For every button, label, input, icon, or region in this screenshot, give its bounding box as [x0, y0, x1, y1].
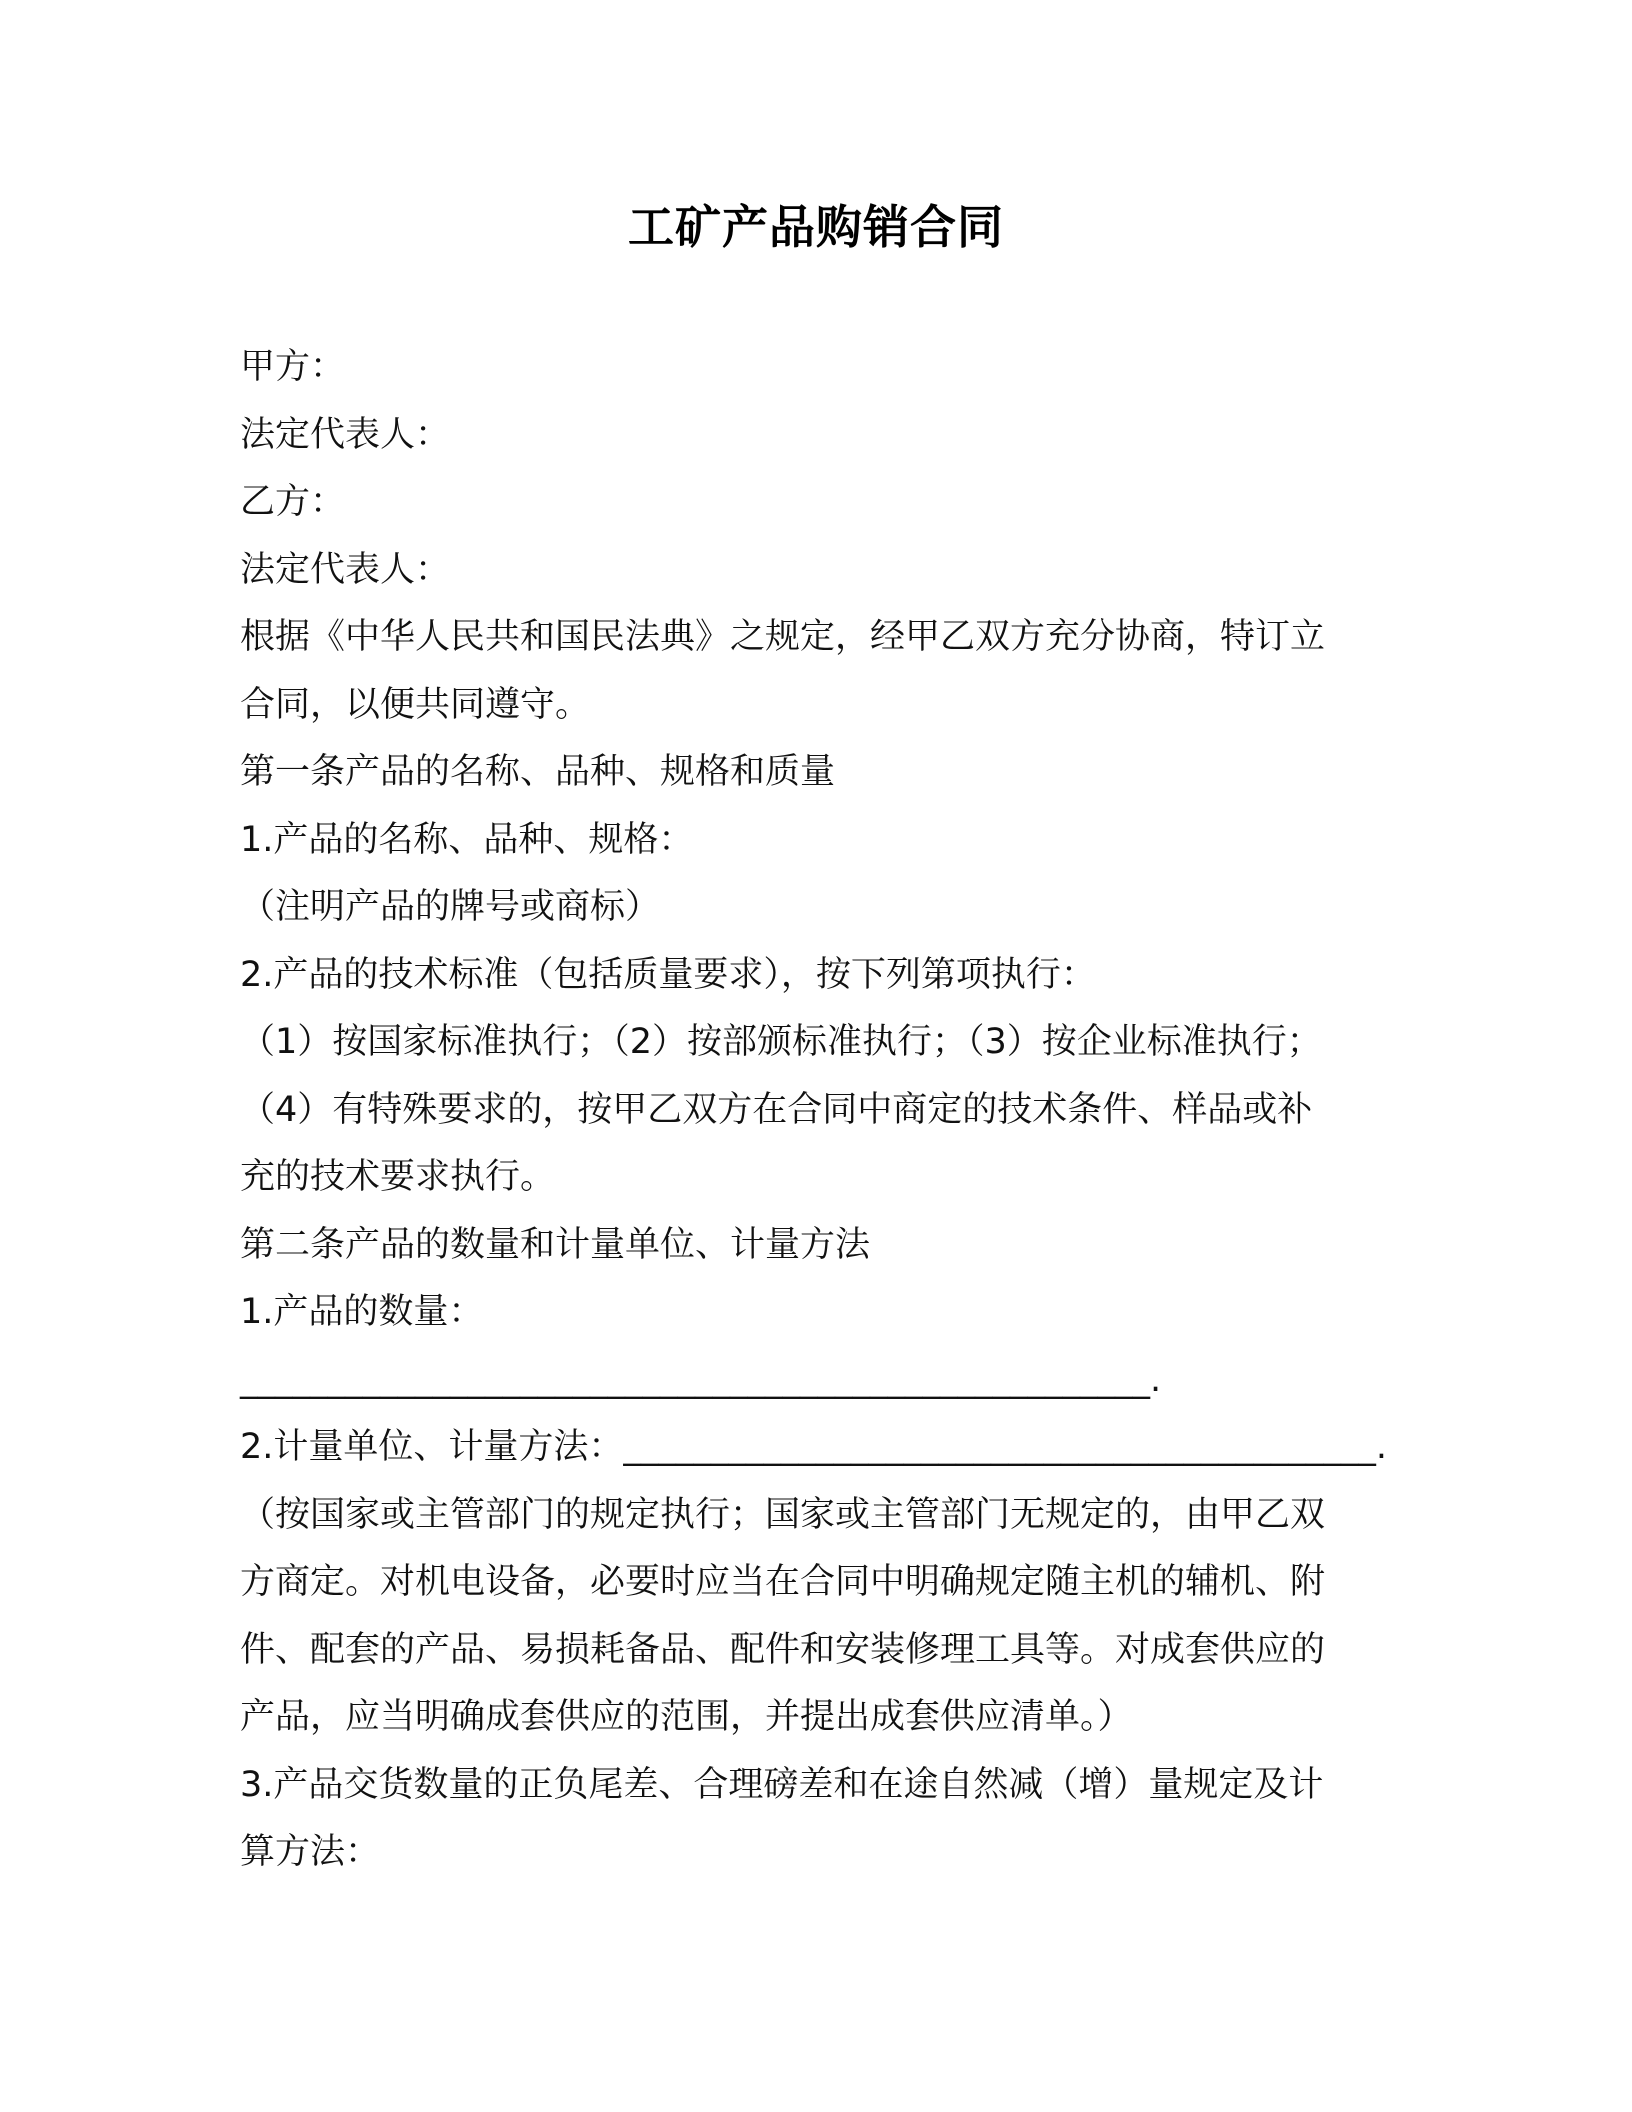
article-1-heading: 第一条产品的名称、品种、规格和质量 — [240, 752, 836, 792]
clause-line: 1.产品的名称、品种、规格： — [240, 819, 694, 860]
party-a-label: 甲方： — [240, 347, 346, 387]
clause-line: （1）按国家标准执行；（2）按部颁标准执行；（3）按企业标准执行； — [240, 1022, 1322, 1062]
clause-line: 2.计量单位、计量方法：___________________________________________. — [240, 1427, 1388, 1467]
article-2-heading: 第二条产品的数量和计量单位、计量方法 — [240, 1224, 871, 1265]
document-title: 工矿产品购销合同 — [628, 200, 1004, 254]
clause-line: （按国家或主管部门的规定执行；国家或主管部门无规定的，由甲乙双 — [240, 1494, 1326, 1535]
clause-line: 产品，应当明确成套供应的范围，并提出成套供应清单。） — [240, 1697, 1133, 1737]
party-b-label: 乙方： — [240, 482, 346, 522]
preamble-line: 根据《中华人民共和国民法典》之规定，经甲乙双方充分协商，特订立 — [240, 617, 1326, 657]
clause-line: （注明产品的牌号或商标） — [240, 887, 661, 927]
clause-line: 1.产品的数量： — [240, 1292, 484, 1332]
clause-line: 方商定。对机电设备，必要时应当在合同中明确规定随主机的辅机、附 — [240, 1562, 1326, 1602]
clause-line: 算方法： — [240, 1832, 381, 1872]
quantity-blank-line: ____________________________________________________. — [240, 1359, 1162, 1400]
clause-line: 充的技术要求执行。 — [240, 1157, 556, 1197]
clause-line: 3.产品交货数量的正负尾差、合理磅差和在途自然减（增）量规定及计 — [240, 1764, 1324, 1805]
party-b-legal-rep-label: 法定代表人： — [240, 549, 451, 590]
clause-line: 件、配套的产品、易损耗备品、配件和安装修理工具等。对成套供应的 — [240, 1629, 1326, 1670]
clause-line: （4）有特殊要求的，按甲乙双方在合同中商定的技术条件、样品或补 — [240, 1089, 1313, 1130]
clause-line: 2.产品的技术标准（包括质量要求），按下列第项执行： — [240, 954, 1096, 995]
preamble-line: 合同，以便共同遵守。 — [240, 684, 591, 725]
document-body — [240, 334, 1400, 1887]
party-a-legal-rep-label: 法定代表人： — [240, 414, 451, 455]
